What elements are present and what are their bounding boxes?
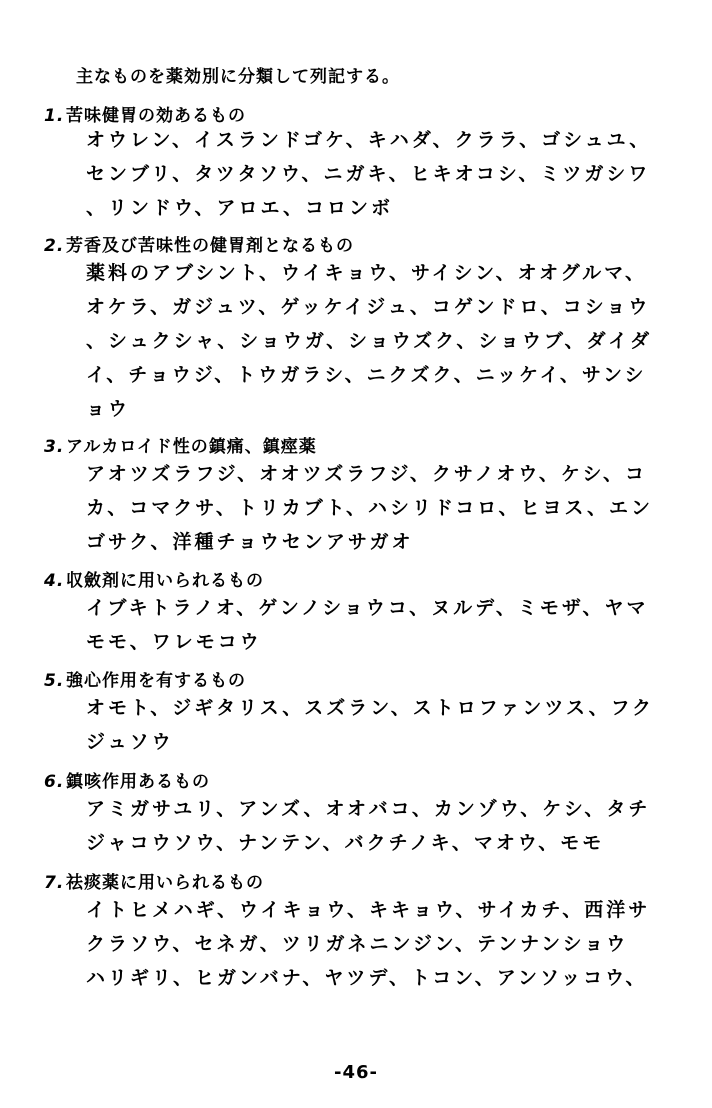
section-1-title: 苦味健胃の効あるもの — [66, 106, 246, 126]
section-5-heading — [44, 666, 246, 691]
section-1-heading — [44, 101, 246, 126]
section-6-number: 6. — [44, 772, 65, 792]
section-6-line-2: ジャコウソウ、ナンテン、バクチノキ、マオウ、モモ — [86, 832, 605, 854]
section-5-line-1: オモト、ジギタリス、スズラン、ストロファンツス、フク — [86, 697, 655, 719]
section-2-number: 2. — [44, 236, 65, 256]
section-4-number: 4. — [44, 571, 65, 591]
section-2-line-4: イ、チョウジ、トウガラシ、ニクズク、ニッケイ、サンシ — [86, 364, 647, 386]
section-3-title: アルカロイド性の鎮痛、鎮痙薬 — [66, 437, 317, 457]
section-2-line-1: 薬料のアブシント、ウイキョウ、サイシン、オオグルマ、 — [86, 262, 647, 284]
section-7-number: 7. — [44, 873, 65, 893]
section-1-line-1: オウレン、イスランドゴケ、キハダ、クララ、ゴシュユ、 — [86, 129, 652, 151]
section-3-number: 3. — [44, 437, 65, 457]
section-4-line-2: モモ、ワレモコウ — [86, 631, 262, 653]
section-1-line-3: 、リンドウ、アロエ、コロンボ — [86, 197, 394, 219]
section-2-line-3: 、シュクシャ、ショウガ、ショウズク、ショウブ、ダイダ — [86, 330, 653, 352]
page-number: -46- — [334, 1062, 378, 1083]
section-7-line-2: クラソウ、セネガ、ツリガネニンジン、テンナンショウ — [86, 933, 629, 955]
section-4-heading — [44, 566, 264, 591]
section-2-heading — [44, 231, 354, 256]
section-4-title: 収斂剤に用いられるもの — [66, 571, 264, 591]
section-3-line-2: カ、コマクサ、トリカブト、ハシリドコロ、ヒヨス、エン — [86, 497, 654, 519]
section-2-line-5: ョウ — [86, 398, 131, 420]
section-4-line-1: イブキトラノオ、ゲンノショウコ、ヌルデ、ミモザ、ヤマ — [86, 597, 649, 619]
section-6-line-1: アミガサユリ、アンズ、オオバコ、カンゾウ、ケシ、タチ — [86, 798, 651, 820]
section-7-title: 祛痰薬に用いられるもの — [66, 873, 264, 893]
section-2-line-2: オケラ、ガジュツ、ゲッケイジュ、コゲンドロ、コショウ — [86, 296, 651, 318]
section-6-heading — [44, 767, 210, 792]
section-3-line-3: ゴサク、洋種チョウセンアサガオ — [86, 531, 414, 553]
section-2-title: 芳香及び苦味性の健胃剤となるもの — [66, 236, 354, 256]
section-7-line-1: イトヒメハギ、ウイキョウ、キキョウ、サイカチ、西洋サ — [86, 899, 651, 921]
section-5-number: 5. — [44, 671, 65, 691]
section-6-title: 鎮咳作用あるもの — [66, 772, 210, 792]
section-1-line-2: センブリ、タツタソウ、ニガキ、ヒキオコシ、ミツガシワ — [86, 163, 651, 185]
section-7-heading — [44, 868, 264, 893]
section-5-line-2: ジュソウ — [86, 731, 174, 753]
section-5-title: 強心作用を有するもの — [66, 671, 246, 691]
section-1-number: 1. — [44, 106, 65, 126]
section-3-heading — [44, 432, 317, 457]
section-7-line-3: ハリギリ、ヒガンバナ、ヤツデ、トコン、アンソッコウ、 — [86, 967, 648, 989]
intro-text: 主なものを薬効別に分類して列記する。 — [76, 67, 400, 87]
section-3-line-1: アオツズラフジ、オオツズラフジ、クサノオウ、ケシ、コ — [86, 463, 647, 485]
